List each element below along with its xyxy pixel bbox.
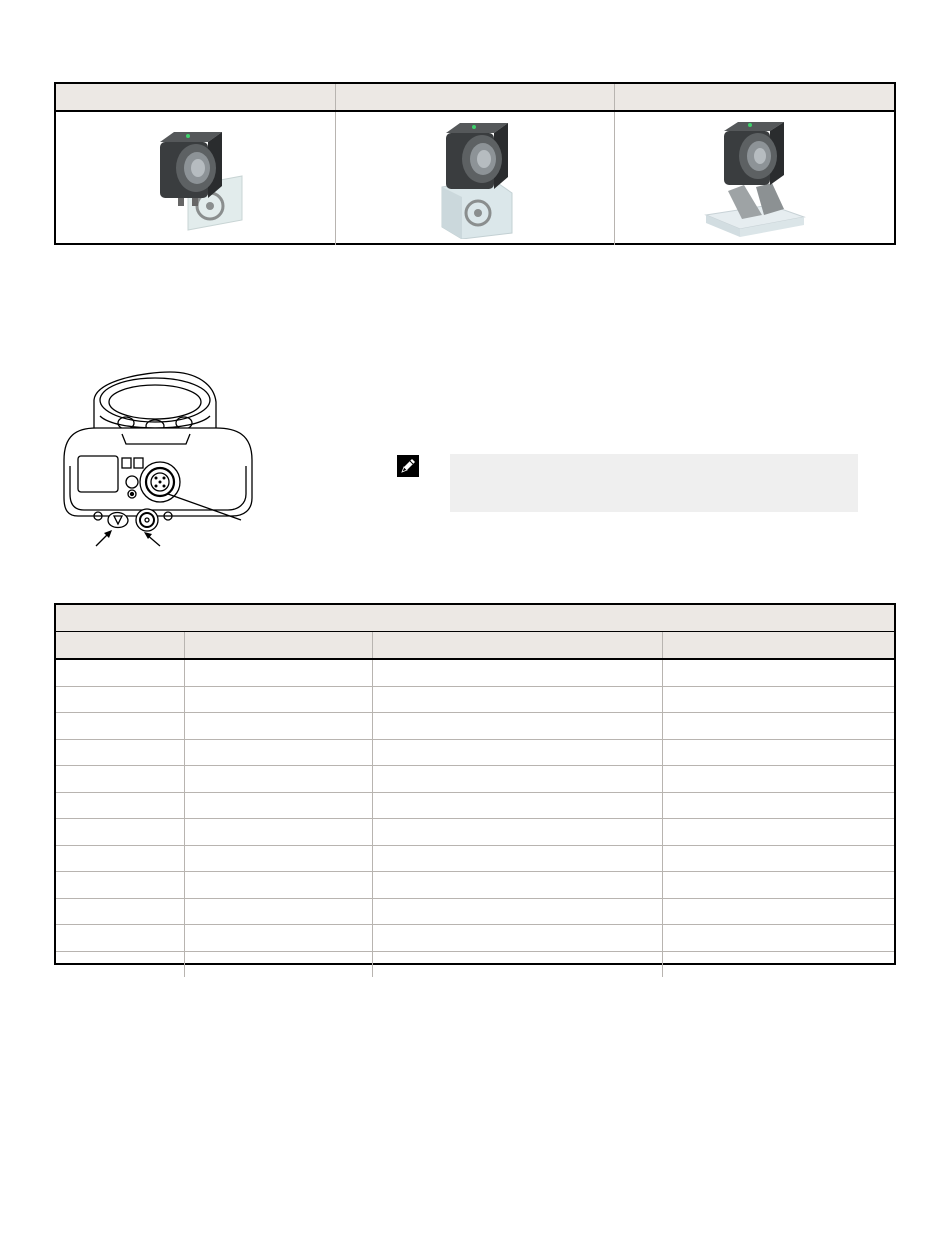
- table-cell: [56, 925, 185, 951]
- pin-col-header-2: [185, 632, 373, 658]
- table-cell: [56, 766, 185, 792]
- pin-col-header-1: [56, 632, 185, 658]
- table-row: [56, 687, 894, 714]
- mount-cell-2: [336, 112, 616, 245]
- table-cell: [663, 952, 894, 978]
- table-cell: [185, 925, 373, 951]
- table-cell: [185, 899, 373, 925]
- table-cell: [663, 713, 894, 739]
- table-cell: [56, 740, 185, 766]
- table-cell: [185, 660, 373, 686]
- mount-col-header-2: [336, 84, 616, 110]
- table-row: [56, 899, 894, 926]
- pinout-table-caption: [56, 605, 894, 632]
- table-cell: [185, 846, 373, 872]
- mounting-table-header: [56, 84, 894, 112]
- table-cell: [373, 793, 663, 819]
- table-cell: [56, 819, 185, 845]
- table-cell: [663, 925, 894, 951]
- pin-col-header-4: [663, 632, 894, 658]
- table-row: [56, 793, 894, 820]
- mount-cell-1: [56, 112, 336, 245]
- mount-col-header-1: [56, 84, 336, 110]
- table-cell: [663, 687, 894, 713]
- table-cell: [185, 766, 373, 792]
- table-cell: [663, 872, 894, 898]
- table-cell: [373, 713, 663, 739]
- table-cell: [663, 899, 894, 925]
- pencil-note-icon: [397, 455, 419, 477]
- table-cell: [56, 713, 185, 739]
- table-cell: [185, 952, 373, 978]
- table-row: [56, 846, 894, 873]
- table-cell: [663, 793, 894, 819]
- table-cell: [185, 872, 373, 898]
- note-box: [450, 454, 858, 512]
- table-cell: [373, 952, 663, 978]
- table-cell: [373, 925, 663, 951]
- table-cell: [56, 952, 185, 978]
- camera-base-bracket-image: [700, 119, 810, 239]
- table-cell: [663, 660, 894, 686]
- pin-col-header-3: [373, 632, 663, 658]
- table-row: [56, 925, 894, 952]
- camera-flat-bracket-image: [420, 119, 530, 239]
- table-row: [56, 660, 894, 687]
- table-cell: [56, 899, 185, 925]
- table-cell: [663, 846, 894, 872]
- table-cell: [663, 740, 894, 766]
- table-row: [56, 766, 894, 793]
- table-cell: [663, 766, 894, 792]
- table-cell: [373, 872, 663, 898]
- table-cell: [663, 819, 894, 845]
- table-cell: [373, 899, 663, 925]
- pinout-table: [54, 603, 896, 965]
- table-cell: [185, 819, 373, 845]
- table-cell: [373, 819, 663, 845]
- table-cell: [185, 740, 373, 766]
- table-cell: [56, 687, 185, 713]
- table-row: [56, 952, 894, 978]
- table-cell: [185, 687, 373, 713]
- table-cell: [56, 660, 185, 686]
- table-row: [56, 819, 894, 846]
- table-row: [56, 713, 894, 740]
- mount-col-header-3: [615, 84, 894, 110]
- table-cell: [373, 846, 663, 872]
- pinout-table-body: [56, 660, 894, 977]
- mount-cell-3: [615, 112, 894, 245]
- table-cell: [56, 846, 185, 872]
- sensor-connectors-diagram: [56, 370, 276, 548]
- mounting-options-table: [54, 82, 896, 245]
- table-cell: [373, 687, 663, 713]
- table-cell: [373, 740, 663, 766]
- table-cell: [373, 766, 663, 792]
- table-row: [56, 872, 894, 899]
- table-cell: [373, 660, 663, 686]
- table-cell: [56, 793, 185, 819]
- camera-side-bracket-image: [140, 124, 250, 234]
- table-cell: [56, 872, 185, 898]
- table-row: [56, 740, 894, 767]
- table-cell: [185, 713, 373, 739]
- table-cell: [185, 793, 373, 819]
- pinout-table-header: [56, 632, 894, 660]
